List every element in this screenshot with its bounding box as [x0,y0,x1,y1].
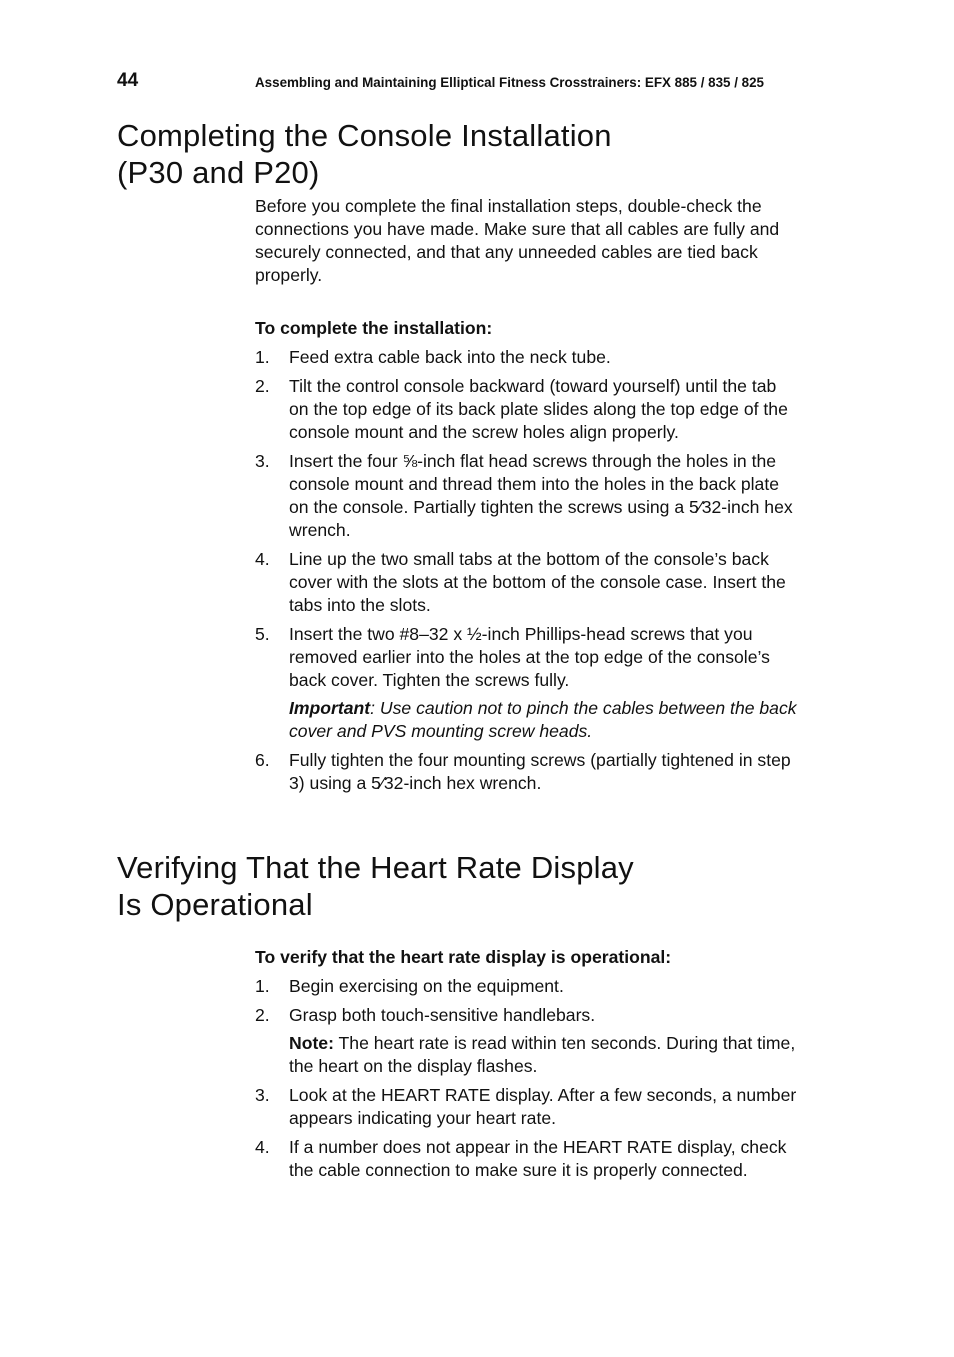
heading-line: Verifying That the Heart Rate Display [117,850,634,885]
step-number: 3. [255,451,270,471]
step-number: 6. [255,750,270,770]
important-note [289,697,800,743]
note [289,1032,800,1078]
step-number: 1. [255,976,270,996]
list-item [255,346,800,369]
list-item [255,749,800,795]
step-text: Begin exercising on the equipment. [289,976,564,996]
running-header: Assembling and Maintaining Elliptical Fitness Crosstrainers: EFX 885 / 835 / 825 [255,75,765,90]
step-number: 5. [255,624,270,644]
step-number: 1. [255,347,270,367]
list-item [255,1004,800,1078]
list-item [255,975,800,998]
list-item [255,1084,800,1130]
step-number: 4. [255,549,270,569]
step-number: 4. [255,1137,270,1157]
step-text: Feed extra cable back into the neck tube. [289,347,611,367]
list-item [255,1136,800,1182]
important-label: Important [289,698,371,718]
step-text: Grasp both touch-sensitive handlebars. [289,1005,596,1025]
list-item [255,450,800,542]
procedure-heading-complete-installation: To complete the installation: [255,318,493,338]
step-text: Tilt the control console backward (toward yourself) until the tab on the top edge of its back plate slides along the top edge of the console mount and the screw holes align properly. [289,376,788,442]
step-text: Insert the two #8–32 x ½-inch Phillips-head screws that you removed earlier into the holes at the top edge of the console’s back cover. Tighten the screws fully. [289,624,770,690]
installation-steps-list [255,346,800,801]
procedure-heading-verify-heart-rate: To verify that the heart rate display is operational: [255,947,672,967]
step-text: Insert the four ⅝-inch flat head screws through the holes in the console mount and thread them into the holes in the back plate on the console. Partially tighten the screws using a 5⁄32-inch hex wrench. [289,451,793,540]
heading-line: Is Operational [117,887,313,922]
list-item [255,548,800,617]
list-item [255,623,800,743]
heading-line: Completing the Console Installation [117,118,612,153]
step-number: 2. [255,1005,270,1025]
verify-steps-list [255,975,800,1188]
step-text: Look at the HEART RATE display. After a few seconds, a number appears indicating your heart rate. [289,1085,797,1128]
important-text: : Use caution not to pinch the cables between the back cover and PVS mounting screw heads. [289,698,797,741]
intro-paragraph: Before you complete the final installation steps, double-check the connections you have made. Make sure that all cables are fully and securely connected, and that any unneeded cables are tied back properly. [255,196,780,285]
list-item [255,375,800,444]
step-text: Fully tighten the four mounting screws (partially tightened in step 3) using a 5⁄32-inch hex wrench. [289,750,791,793]
step-number: 3. [255,1085,270,1105]
heading-line: (P30 and P20) [117,155,320,190]
page-number: 44 [117,70,139,91]
note-label: Note: [289,1033,334,1053]
section-heading-heart-rate [117,849,737,923]
step-number: 2. [255,376,270,396]
section-heading-console-installation [117,117,737,191]
step-text: If a number does not appear in the HEART RATE display, check the cable connection to make sure it is properly connected. [289,1137,787,1180]
step-text: Line up the two small tabs at the bottom of the console’s back cover with the slots at the bottom of the console case. Insert the tabs into the slots. [289,549,786,615]
note-text: The heart rate is read within ten seconds. During that time, the heart on the display flashes. [289,1033,796,1076]
